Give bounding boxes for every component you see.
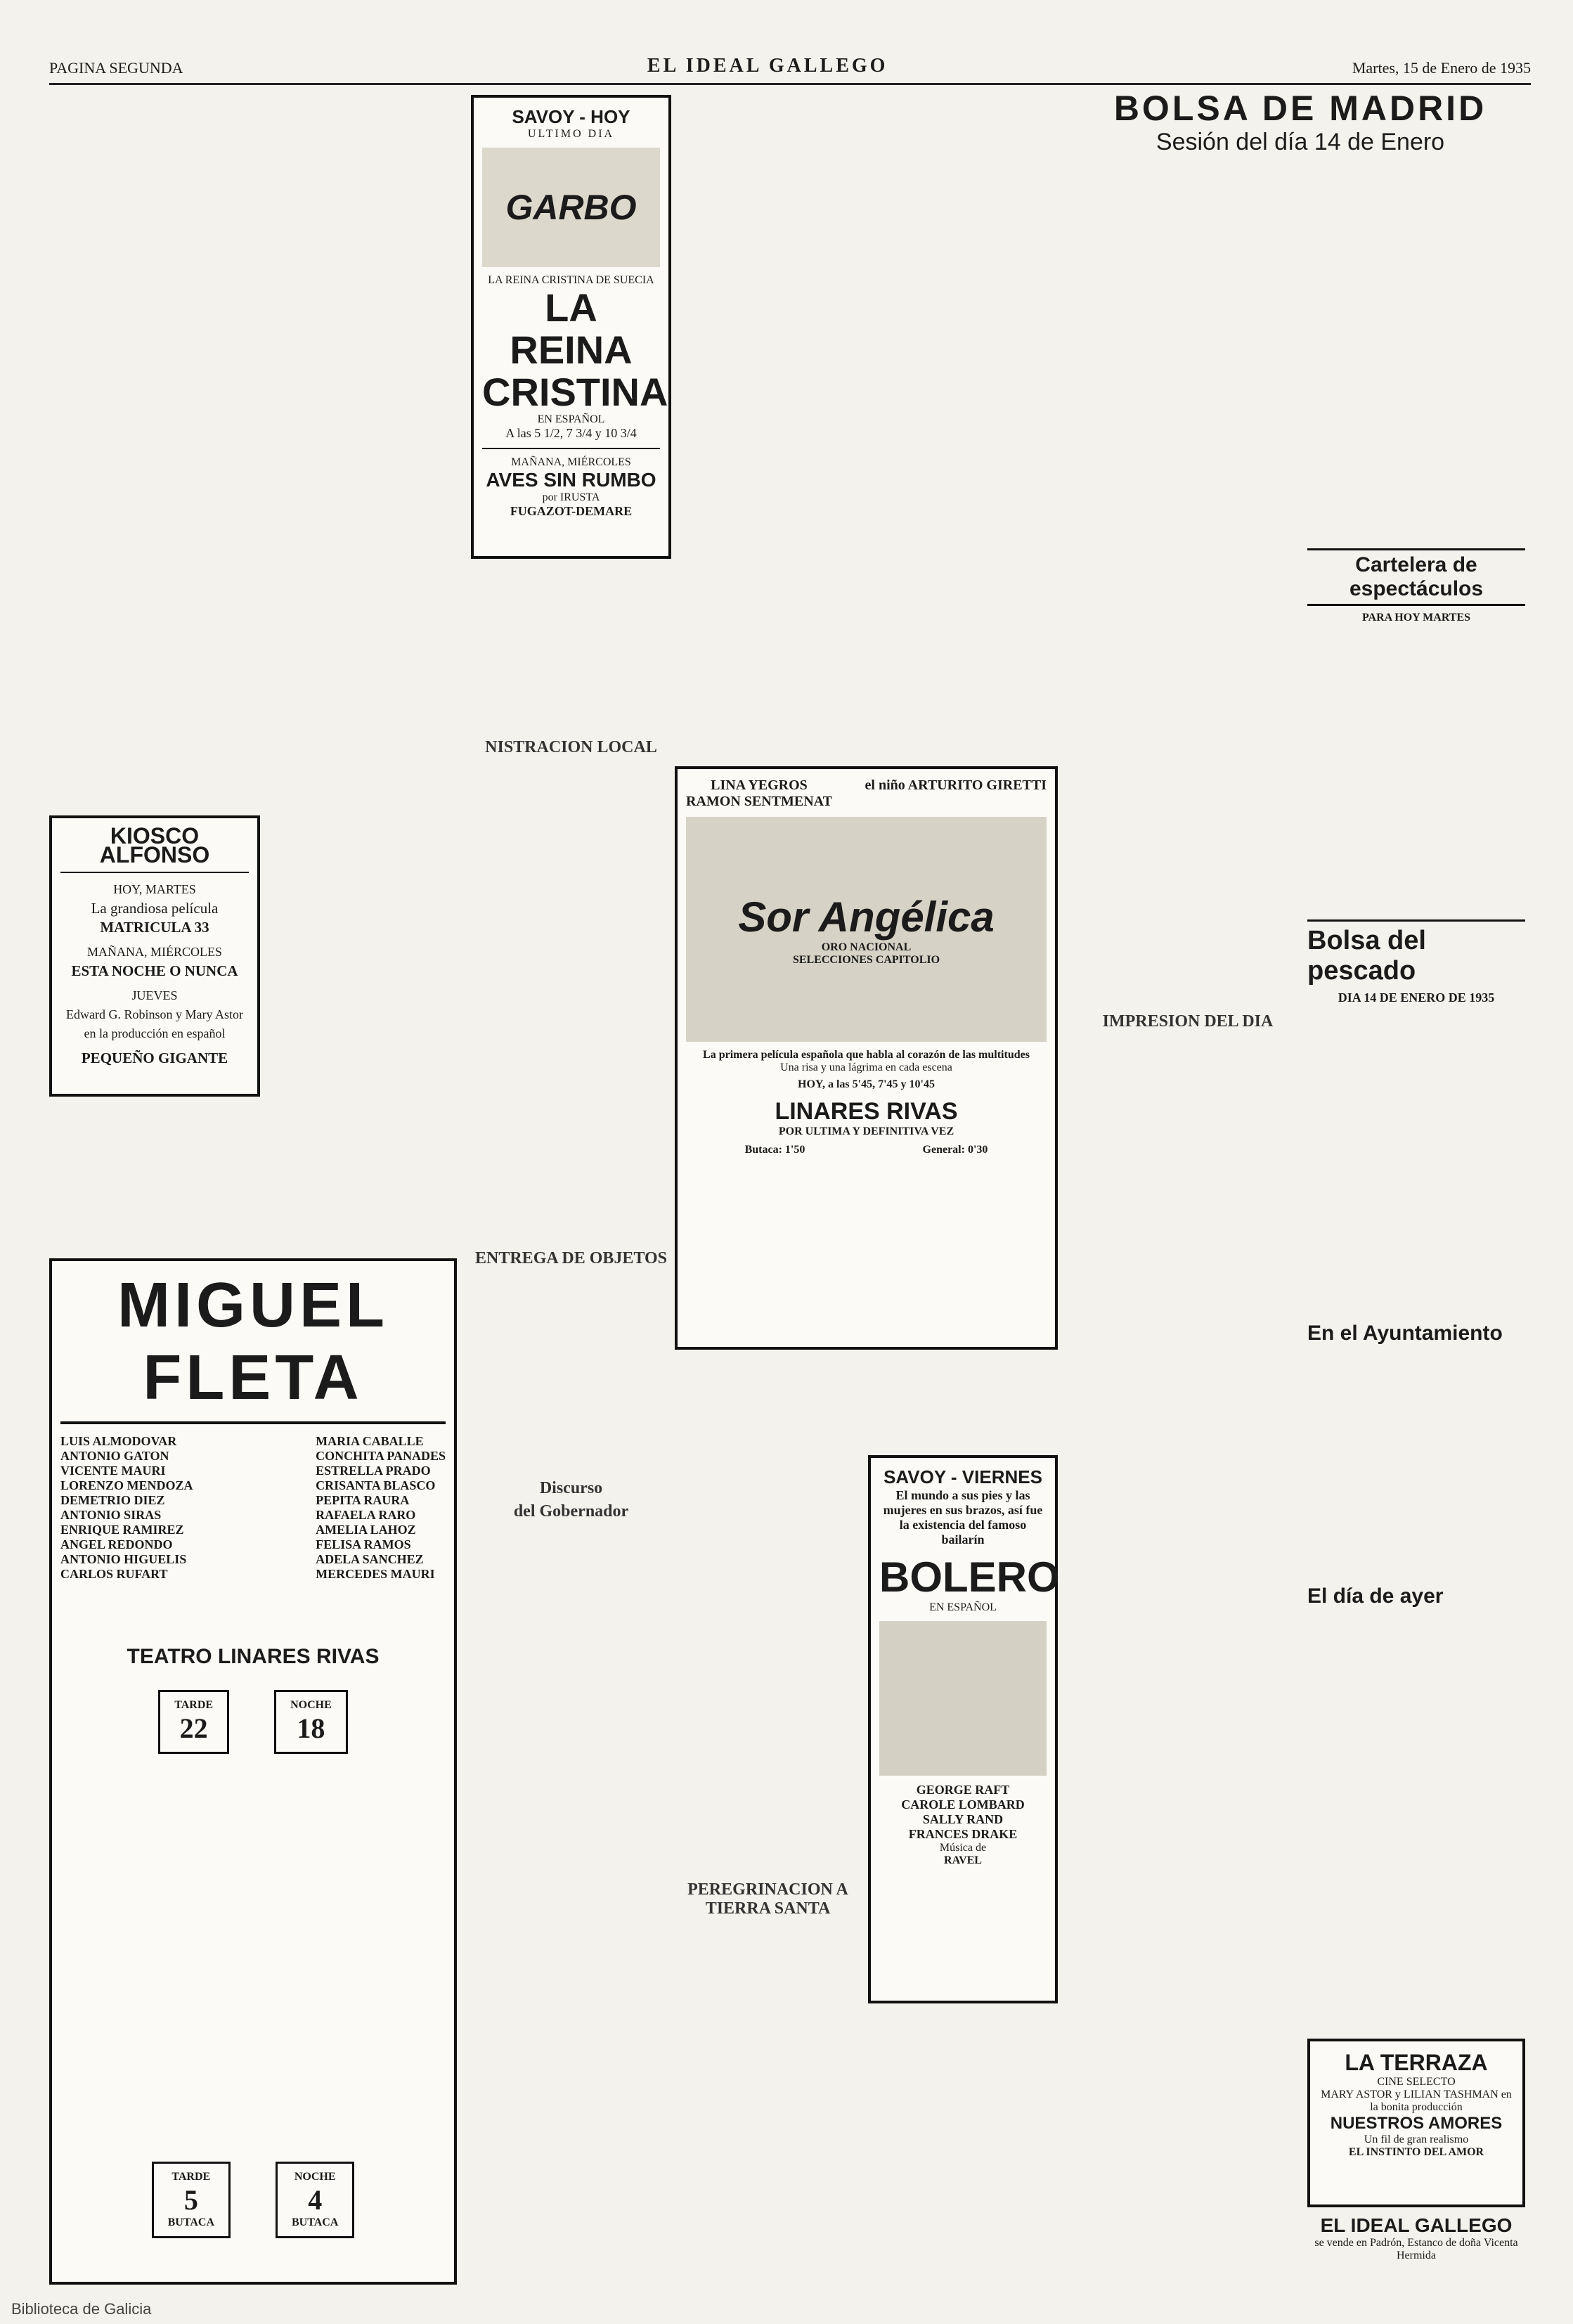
cartelera-title: Cartelera de espectáculos <box>1307 548 1525 606</box>
cast-member: MERCEDES MAURI <box>316 1567 435 1581</box>
tarde-butaca-price: 5 <box>183 2184 198 2216</box>
ad-line: MARY ASTOR y LILIAN TASHMAN en la bonita producción <box>1321 2089 1512 2113</box>
ad-line: MAÑANA, MIÉRCOLES <box>511 456 631 468</box>
star-name: GARBO <box>505 188 637 227</box>
tagline: Una risa y una lágrima en cada escena <box>780 1061 952 1073</box>
kiosco-alfonso-ad <box>49 815 260 1097</box>
cast: RAMON SENTMENAT <box>686 794 832 809</box>
cast-member: ESTRELLA PRADO <box>316 1464 431 1478</box>
ad-title: KIOSCO ALFONSO <box>99 823 210 867</box>
cartelera-section <box>1307 548 1525 1216</box>
ad-line: EN ESPAÑOL <box>929 1601 997 1613</box>
film-title: BOLERO <box>879 1554 1060 1601</box>
cast-left <box>60 1434 193 1582</box>
pescado-date: DIA 14 DE ENERO DE 1935 <box>1338 990 1495 1005</box>
last-line: POR ULTIMA Y DEFINITIVA VEZ <box>778 1125 954 1137</box>
cast-member: ANGEL REDONDO <box>60 1537 173 1551</box>
ad-line: EL INSTINTO DEL AMOR <box>1348 2146 1484 2158</box>
cast-member: LORENZO MENDOZA <box>60 1478 193 1492</box>
brand: SELECCIONES CAPITOLIO <box>792 953 940 966</box>
column-1 <box>49 91 260 1097</box>
article-text <box>1307 1345 1525 1584</box>
ad-line: LA REINA CRISTINA DE SUECIA <box>488 274 654 286</box>
cast-member: LUIS ALMODOVAR <box>60 1434 177 1448</box>
ad-title: LA TERRAZA <box>1345 2050 1488 2075</box>
ad-desc: El mundo a sus pies y las mujeres en sus brazos, así fue la existencia del famoso bailarín <box>883 1488 1043 1547</box>
miguel-fleta-ad <box>49 1258 457 2285</box>
pescado-list <box>1307 1005 1525 1216</box>
series: ORO NACIONAL <box>821 941 912 953</box>
noche-butaca-box <box>276 2162 354 2238</box>
notice-sub: se vende en Padrón, Estanco de doña Vicenta Hermida <box>1314 2237 1518 2261</box>
ad-sub: CINE SELECTO <box>1377 2076 1456 2088</box>
cast-member: PEPITA RAURA <box>316 1493 410 1507</box>
section-heading: En el Ayuntamiento <box>1307 1322 1503 1345</box>
fleta-theatre: TEATRO LINARES RIVAS <box>127 1645 380 1668</box>
ad-line: La grandiosa película <box>91 900 219 917</box>
footer-credit: Biblioteca de Galicia <box>11 2300 152 2318</box>
article-text <box>1307 1244 1525 1322</box>
actress-portrait <box>879 1621 1047 1776</box>
fleta-cast <box>60 1434 446 1582</box>
tarde-butaca-box <box>152 2162 231 2238</box>
ayuntamiento-section <box>1307 1244 1525 1805</box>
cast-member: CONCHITA PANADES <box>316 1449 446 1463</box>
noche-price-box <box>274 1690 348 1754</box>
cast: el niño ARTURITO GIRETTI <box>865 777 1047 793</box>
ad-line: HOY, MARTES <box>113 882 196 896</box>
butaca-label: BUTACA <box>292 2216 339 2228</box>
column-4 <box>678 91 1058 759</box>
date: Martes, 15 de Enero de 1935 <box>1352 59 1531 77</box>
cast-member: VICENTE MAURI <box>60 1464 166 1478</box>
cast-member: ADELA SANCHEZ <box>316 1552 424 1566</box>
cast-member: CARLOS RUFART <box>60 1567 168 1581</box>
film-title: CRISTINA <box>482 370 668 414</box>
general-price: General: 0'30 <box>922 1144 988 1156</box>
savoy-reina-cristina-ad <box>471 95 671 559</box>
section-heading: Discurso <box>539 1479 603 1497</box>
nun-illustration <box>686 817 1047 1042</box>
column-6 <box>868 2014 1058 2285</box>
cast-member: CRISANTA BLASCO <box>316 1478 436 1492</box>
column-8 <box>1307 183 1525 534</box>
pescado-title: Bolsa del pescado <box>1307 919 1525 986</box>
bolero-ad <box>868 1455 1058 2003</box>
theatre: LINARES RIVAS <box>775 1098 958 1125</box>
cast-row <box>686 777 1047 810</box>
ad-sub: ULTIMO DIA <box>527 128 615 140</box>
page-label: PAGINA SEGUNDA <box>49 59 183 77</box>
ad-line: EN ESPAÑOL <box>537 413 605 425</box>
notice-title: EL IDEAL GALLEGO <box>1320 2214 1513 2236</box>
cast-member: DEMETRIO DIEZ <box>60 1493 165 1507</box>
ad-line: A las 5 1/2, 7 3/4 y 10 3/4 <box>505 426 637 440</box>
cast-member: FRANCES DRAKE <box>908 1827 1018 1841</box>
column-2 <box>267 91 457 1258</box>
ad-line: MATRICULA 33 <box>100 919 209 936</box>
noche-label: NOCHE <box>290 1699 332 1711</box>
cast-member: GEORGE RAFT <box>916 1783 1010 1797</box>
tarde-price-box <box>158 1690 229 1754</box>
bolsa-title: BOLSA DE MADRID <box>1113 89 1487 128</box>
cast-member: FELISA RAMOS <box>316 1537 411 1551</box>
cast-member: ANTONIO GATON <box>60 1449 169 1463</box>
ad-top: SAVOY - HOY <box>512 106 630 127</box>
cast-member: RAFAELA RARO <box>316 1508 416 1522</box>
section-heading: NISTRACION LOCAL <box>485 738 657 756</box>
cast-right <box>316 1434 446 1582</box>
ad-line: PEQUEÑO GIGANTE <box>81 1050 228 1066</box>
cast: LINA YEGROS <box>711 777 808 793</box>
column-3 <box>471 569 671 2285</box>
ad-line: FUGAZOT-DEMARE <box>510 504 633 518</box>
cast-member: ENRIQUE RAMIREZ <box>60 1523 184 1537</box>
section-heading: del Gobernador <box>513 1502 629 1521</box>
noche-price: 18 <box>297 1712 325 1744</box>
section-heading: IMPRESION DEL DIA <box>1102 1012 1274 1031</box>
ad-line: por IRUSTA <box>542 491 600 503</box>
cartelera-list <box>1307 624 1525 919</box>
la-terraza-ad <box>1307 2039 1525 2207</box>
film-title: Sor Angélica <box>738 893 995 941</box>
fleta-title: MIGUEL FLETA <box>60 1270 446 1424</box>
column-7 <box>1075 183 1300 1237</box>
cast-member: ANTONIO HIGUELIS <box>60 1552 187 1566</box>
tarde-label: TARDE <box>174 1699 214 1711</box>
film-title: LA REINA <box>510 285 633 372</box>
noche-butaca-price: 4 <box>308 2184 323 2216</box>
bolsa-madrid-section <box>1075 88 1525 156</box>
section-heading: PEREGRINACION A TIERRA SANTA <box>687 1880 848 1918</box>
cast-member: MARIA CABALLE <box>316 1434 424 1448</box>
ad-line: Música de <box>939 1842 987 1854</box>
ideal-gallego-notice <box>1307 2214 1525 2262</box>
ad-line: JUEVES <box>131 988 178 1002</box>
column-9 <box>1075 1244 1300 2285</box>
prices <box>686 1144 1047 1156</box>
cartelera-sub: PARA HOY MARTES <box>1361 612 1471 624</box>
film: NUESTROS AMORES <box>1330 2114 1503 2133</box>
ad-top: SAVOY - VIERNES <box>883 1466 1042 1487</box>
bolsa-subtitle: Sesión del día 14 de Enero <box>1156 129 1445 155</box>
next-film: AVES SIN RUMBO <box>486 469 656 491</box>
ad-line: Un fil de gran realismo <box>1364 2133 1469 2145</box>
cast-member: CAROLE LOMBARD <box>901 1797 1025 1812</box>
cast-member: SALLY RAND <box>922 1812 1004 1826</box>
article-text <box>49 91 260 808</box>
ad-line: ESTA NOCHE O NUNCA <box>71 962 238 979</box>
cast-member: ANTONIO SIRAS <box>60 1508 162 1522</box>
bolero-cast <box>879 1783 1047 1842</box>
section-heading: El día de ayer <box>1307 1584 1444 1608</box>
tagline: La primera película española que habla al corazón de las multitudes <box>703 1049 1030 1061</box>
times: HOY, a las 5'45, 7'45 y 10'45 <box>798 1078 935 1090</box>
composer: RAVEL <box>944 1854 982 1866</box>
butaca-price: Butaca: 1'50 <box>744 1144 805 1156</box>
section-heading: ENTREGA DE OBJETOS <box>475 1249 667 1267</box>
tarde-price: 22 <box>179 1712 208 1744</box>
ad-line: MAÑANA, MIÉRCOLES <box>86 945 222 959</box>
cast-member: AMELIA LAHOZ <box>316 1523 416 1537</box>
butaca-label: BUTACA <box>167 2216 214 2228</box>
noche-label: NOCHE <box>294 2171 336 2183</box>
ad-line: Edward G. Robinson y Mary Astor en la producción en español <box>66 1007 243 1040</box>
column-5 <box>678 1360 857 2285</box>
greta-portrait <box>482 148 660 267</box>
page-header <box>49 42 1531 85</box>
tarde-label: TARDE <box>171 2171 211 2183</box>
article-text <box>1307 1608 1525 1805</box>
masthead: EL IDEAL GALLEGO <box>647 55 888 77</box>
sor-angelica-ad <box>675 766 1058 1350</box>
